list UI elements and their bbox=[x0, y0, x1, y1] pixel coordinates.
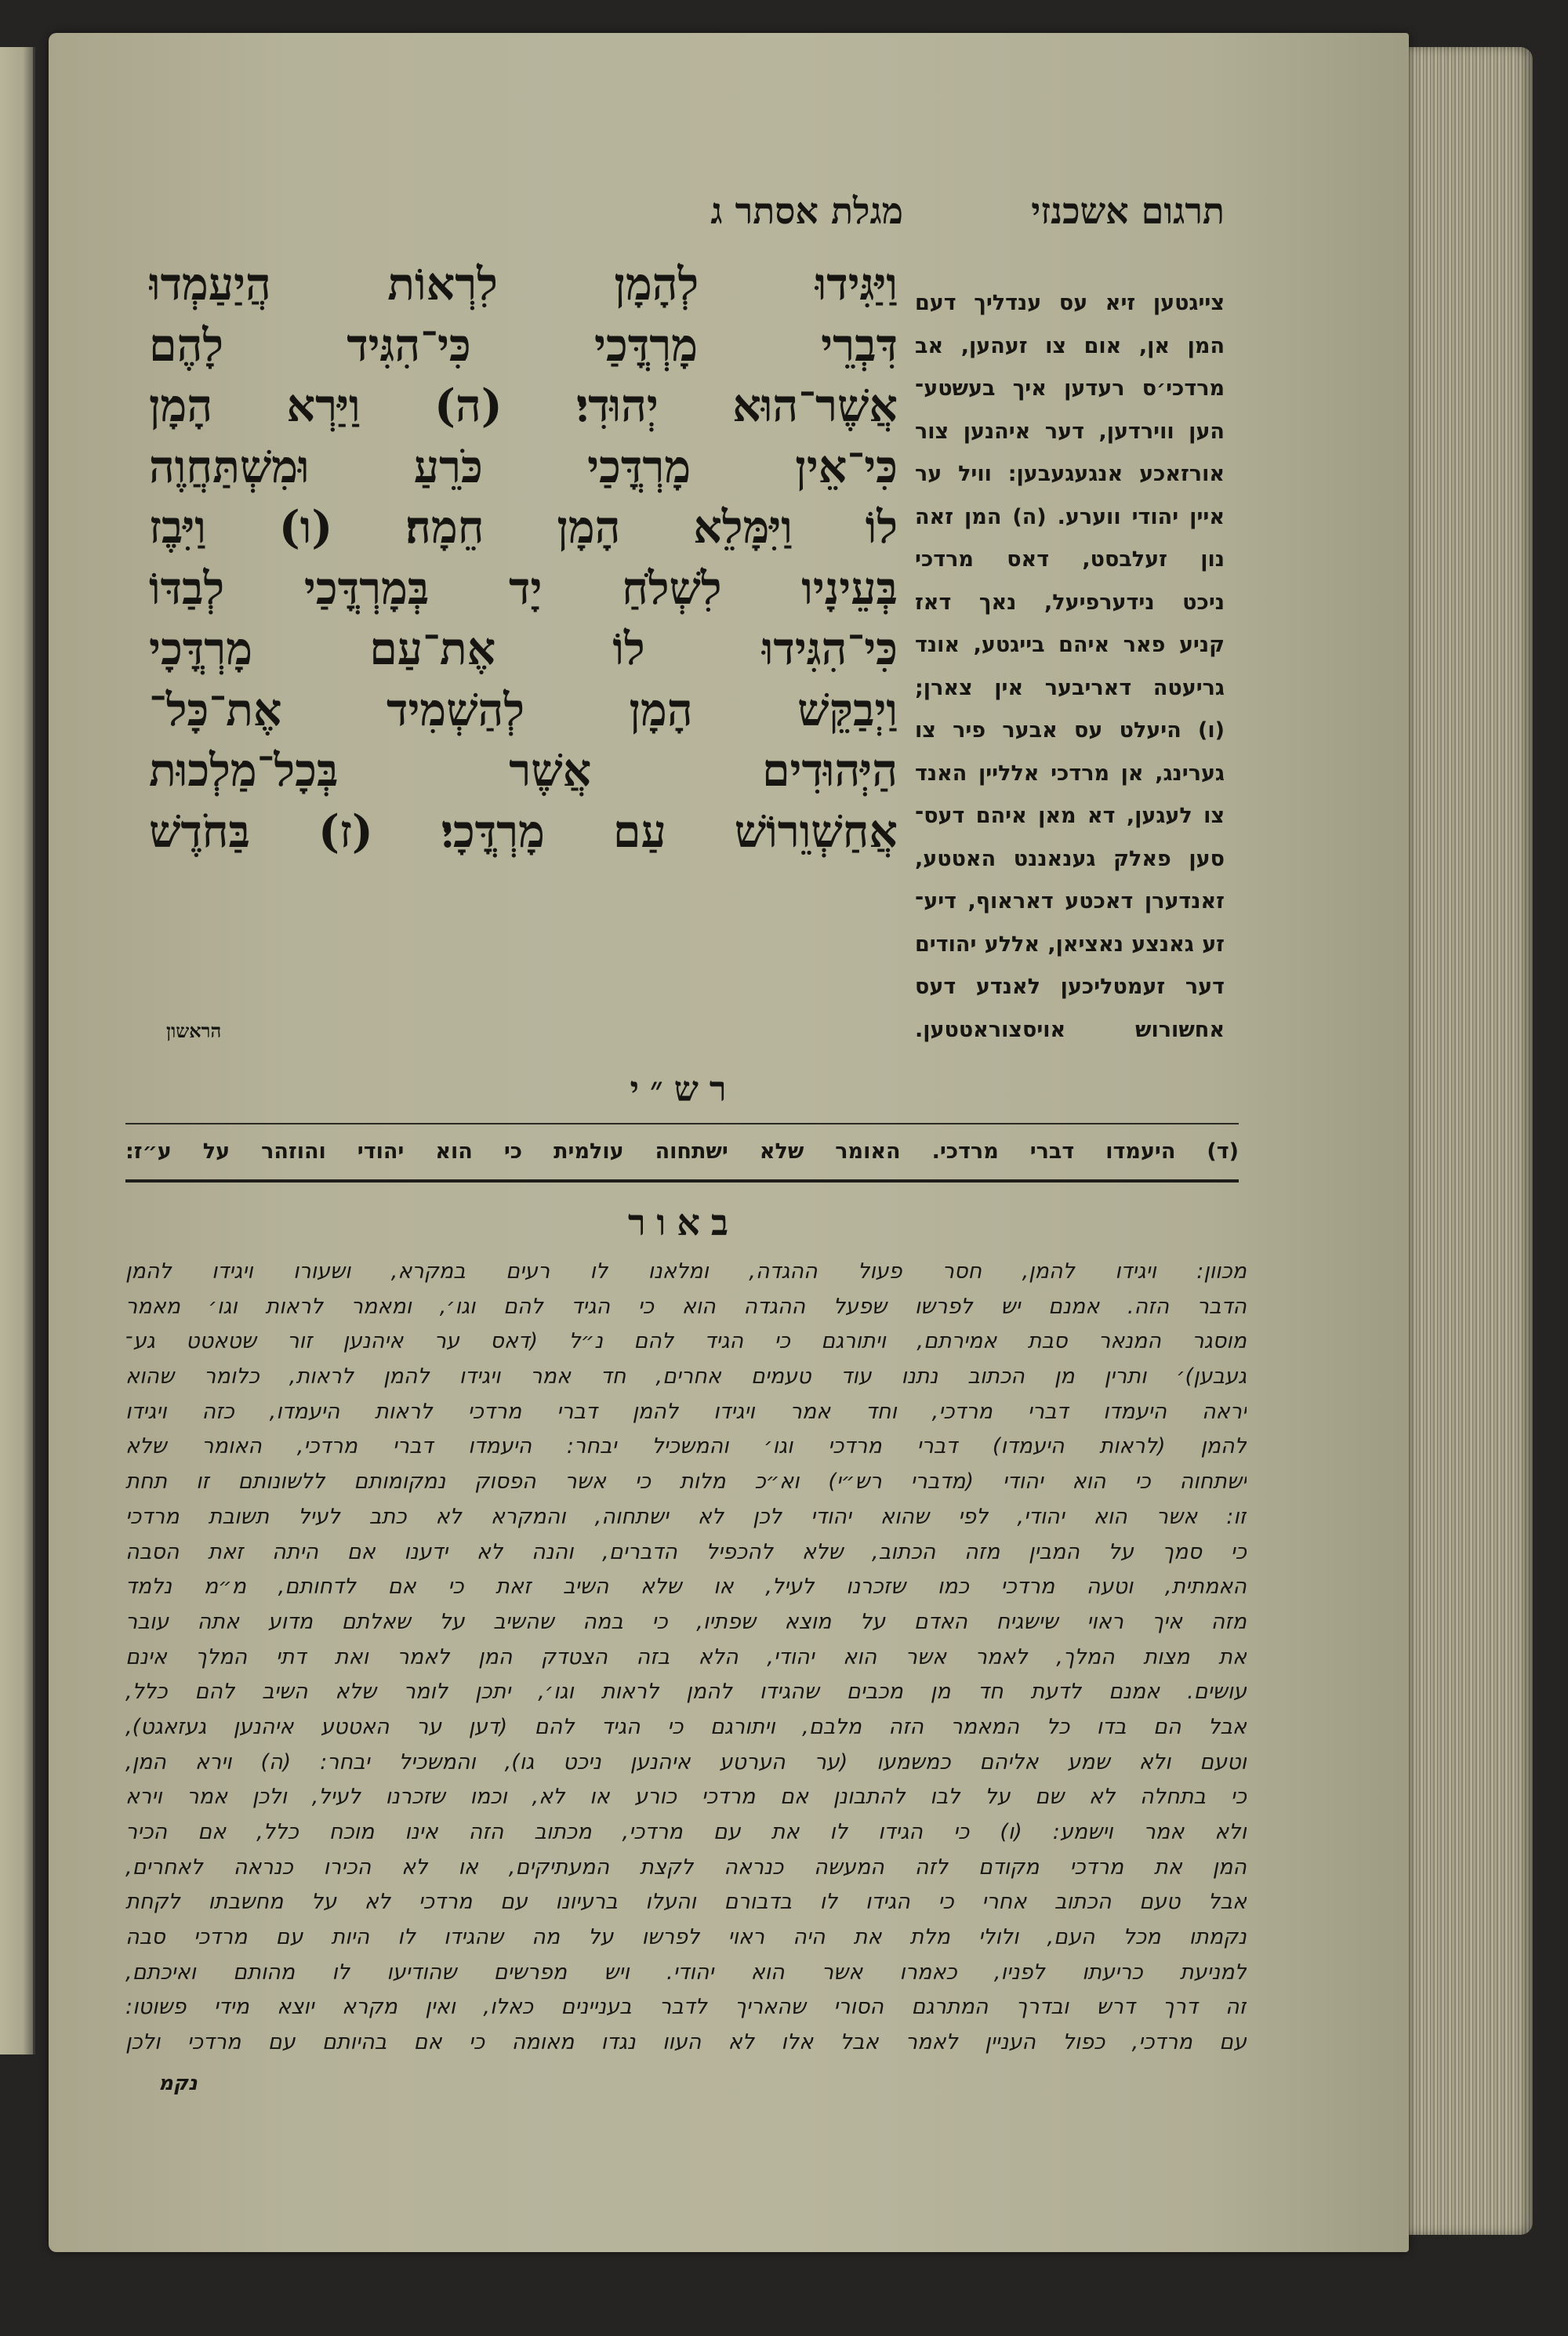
commentary-line: וטעם ולא שמע אליהם כמשמעו (ער הערטע איהנען ניכט גו), והמשכיל יבחר: (ה) וירא המן, bbox=[125, 1749, 1247, 1775]
commentary-line: זה דרך דרש ובדרך המתרגם הסורי שהאריך לדבר בעניינים כאלו, ואין מקרא יוצא מידי פשוטו: bbox=[125, 1995, 1247, 2020]
translation-line: דער זעמטליכען לאנדע דעס bbox=[915, 975, 1225, 999]
commentary-line: את מצות המלך, לאמר אשר הוא יהודי, הלא בזה הצטדק המן לאמר ואת דתי המלך אינם bbox=[125, 1644, 1247, 1669]
verse-line: אֲשֶׁר־הוּא יְהוּדִי׃ (ה) וַיַּרְא הָמָן bbox=[149, 380, 898, 432]
rashi-commentary: (ד) היעמדו דברי מרדכי. האומר שלא ישתחוה עולמית כי הוא יהודי והוזהר על ע״ז: bbox=[125, 1139, 1239, 1164]
commentary-line: יראה היעמדו דברי מרדכי, וחד אמר ויגידו להמן דברי מרדכי לראות היעמדו, כזה ויגידו bbox=[125, 1399, 1247, 1424]
commentary-line: עושים. אמנם לדעת חד מן מכבים שהגידו להמן לראות וגו׳, יתכן לומר שלא השיב להם כלל, bbox=[125, 1680, 1247, 1705]
translation-line: סען פאלק גענאננט האטטע, bbox=[915, 846, 1225, 871]
book-page-edges bbox=[1396, 47, 1533, 2235]
commentary-line: זו: אשר הוא יהודי, לפי שהוא יהודי לכן לא ישתחוה, והמקרא לא כתב לעיל תשובת מרדכי bbox=[125, 1504, 1247, 1529]
translation-line: גריעטה דאריבער אין צארן; bbox=[915, 675, 1225, 700]
beur-heading: באור bbox=[627, 1201, 740, 1244]
commentary-line: מוסגר המנאר סבת אמירתם, ויתורגם כי הגיד להם נ״ל (דאס ער איהנען זור שטאטט גע־ bbox=[125, 1329, 1247, 1354]
translation-line: (ו) היעלט עס אבער פיר צו bbox=[915, 718, 1225, 743]
commentary-line: הדבר הזה. אמנם יש לפרשו שפעל ההגדה הוא כי הגיד להם וגו׳, ומאמר לראות וגו׳ מאמר bbox=[125, 1294, 1247, 1319]
rashi-heading: רש״י bbox=[630, 1070, 738, 1110]
hebrew-verse-column bbox=[149, 254, 898, 862]
divider-rule-thick bbox=[125, 1179, 1239, 1183]
running-header-megillah: מגלת אסתר ג bbox=[710, 190, 903, 232]
translation-line: זאנדערן דאכטע דאראוף, דיע־ bbox=[915, 889, 1225, 914]
verse-line: אֲחַשְׁוֵרוֹשׁ עַם מָרְדֳּכָי׃ (ז) בַּחֹדֶשׁ bbox=[149, 805, 898, 858]
beur-commentary bbox=[125, 1255, 1247, 2061]
commentary-line: מכוון: ויגידו להמן, חסר פעול ההגדה, ומלאנו לו רעים במקרא, ושעורו ויגידו להמן bbox=[125, 1259, 1247, 1284]
book-page bbox=[49, 33, 1409, 2252]
verse-line: דִּבְרֵי מָרְדֳּכַי כִּי־הִגִּיד לָהֶם bbox=[149, 318, 898, 372]
translation-line: צייגטען זיא עס ענדליך דעם bbox=[915, 291, 1225, 315]
running-header-targum: תרגום אשכנזי bbox=[1031, 190, 1225, 232]
commentary-line: המן את מרדכי מקודם לזה המעשה כנראה לקצת המעתיקים, או לא הכירו כנראה לאחרים, bbox=[125, 1855, 1247, 1880]
translation-line: אחשורוש אויסצוראטטען. bbox=[915, 1017, 1225, 1042]
commentary-line: ישתחוה כי הוא יהודי (מדברי רש״י) וא״כ מלות כי אשר הפסוק נמקומותם ללשונותם זו תחת bbox=[125, 1470, 1247, 1495]
commentary-line: ולא אמר וישמע: (ו) כי הגידו לו את עם מרדכי, מכתוב הזה אינו מוכח כלל, אם הכיר bbox=[125, 1820, 1247, 1844]
translation-line: המן אן, אום צו זעהען, אב bbox=[915, 333, 1225, 358]
commentary-line: נקמתו מכל העם, ולולי מלת את היה ראוי לפרשו על מה שהגידו לו היות עם מרדכי סבה bbox=[125, 1925, 1247, 1950]
yiddish-translation-column bbox=[915, 282, 1225, 1052]
commentary-line: כי בתחלה לא שם על לבו להתבונן אם מרדכי כורע או לא, וכמו שזכרנו לעיל, ולכן אמר וירא bbox=[125, 1785, 1247, 1810]
catchword-bottom: נקמ bbox=[158, 2072, 198, 2095]
translation-line: מרדכי׳ס רעדען איך בעשטע־ bbox=[915, 376, 1225, 401]
commentary-line: געבען)׳ ותרין מן הכתוב נתנו עוד טעמים אחרים, חד אמר ויגידו להמן לראות, כלומר שהוא bbox=[125, 1364, 1247, 1390]
translation-line: הען ווירדען, דער איהנען צור bbox=[915, 419, 1225, 444]
verse-line: לוֹ וַיִּמָּלֵא הָמָן חֵמָה׃ (ו) וַיִּבֶז bbox=[149, 501, 898, 554]
divider-rule bbox=[125, 1123, 1239, 1124]
verse-line: וַיַּגִּידוּ לְהָמָן לִרְאוֹת הֲיַעַמְדוּ bbox=[149, 258, 898, 311]
commentary-line: עם מרדכי, כפול העניין לאמר אבל אלו לא העוו נגדו מאומה כי אם בהיותם עם מרדכי ולכן bbox=[125, 2030, 1247, 2055]
catchword: הראשון bbox=[166, 1019, 222, 1042]
commentary-line: למניעת כריעתו לפניו, כאמרו אשר הוא יהודי. ויש מפרשים שהודיעו לו מהותם ואיכתם, bbox=[125, 1960, 1247, 1985]
translation-line: צו לעגען, דא מאן איהם דעס־ bbox=[915, 804, 1225, 828]
commentary-line: כי סמך על המבין מזה הכתוב, שלא להכפיל הדברים, והנה לא ידענו אם היתה זאת הסבה bbox=[125, 1539, 1247, 1564]
commentary-line: אבל הם בדו כל המאמר הזה מלבם, ויתורגם כי הגיד להם (דען ער האטטע איהנען געזאגט), bbox=[125, 1714, 1247, 1739]
translation-line: אורזאכע אנגעגעבען: וויל ער bbox=[915, 462, 1225, 486]
translation-line: נון זעלבסט, דאס מרדכי bbox=[915, 547, 1225, 572]
verse-line: בְּעֵינָיו לִשְׁלֹחַ יָד בְּמָרְדֳּכַי לְבַדּוֹ bbox=[149, 561, 898, 615]
verse-line: כִּי־הִגִּידוּ לוֹ אֶת־עַם מָרְדֳּכָי bbox=[149, 623, 898, 675]
commentary-line: האמתית, וטעה מרדכי כמו שזכרנו לעיל, או שלא השיב זאת כי אם לדחותם, מ״מ נלמד bbox=[125, 1575, 1247, 1600]
previous-page-edge bbox=[0, 47, 35, 2054]
verse-line: הַיְּהוּדִים אֲשֶׁר בְּכָל־מַלְכוּת bbox=[149, 744, 898, 797]
translation-line: זע גאנצע נאציאן, אללע יהודים bbox=[915, 932, 1225, 957]
translation-line: קניע פאר איהם בייגטע, אונד bbox=[915, 633, 1225, 657]
commentary-line: להמן (לראות היעמדו) דברי מרדכי וגו׳ והמשכיל יבחר: היעמדו דברי מרדכי, האומר שלא bbox=[125, 1434, 1247, 1459]
verse-line: כִּי־אֵין מָרְדֳּכַי כֹּרֵעַ וּמִשְׁתַּחֲוֶה bbox=[149, 440, 898, 493]
translation-line: גערינג, אן מרדכי אלליין האנד bbox=[915, 761, 1225, 786]
commentary-line: אבל טעם הכתוב אחרי כי הגידו לו בדבורם והעלו ברעיונו עם מרדכי לא על מחשבתו לקחת bbox=[125, 1890, 1247, 1915]
translation-line: איין יהודי ווערע. (ה) המן זאה bbox=[915, 504, 1225, 529]
translation-line: ניכט נידערפיעל, נאך דאז bbox=[915, 590, 1225, 615]
commentary-line: מזה איך ראוי שישגיח האדם על מוצא שפתיו, כי במה שהשיב על שאלתם מדוע אתה עובר bbox=[125, 1609, 1247, 1634]
verse-line: וַיְבַקֵּשׁ הָמָן לְהַשְׁמִיד אֶת־כָּל־ bbox=[149, 683, 898, 736]
